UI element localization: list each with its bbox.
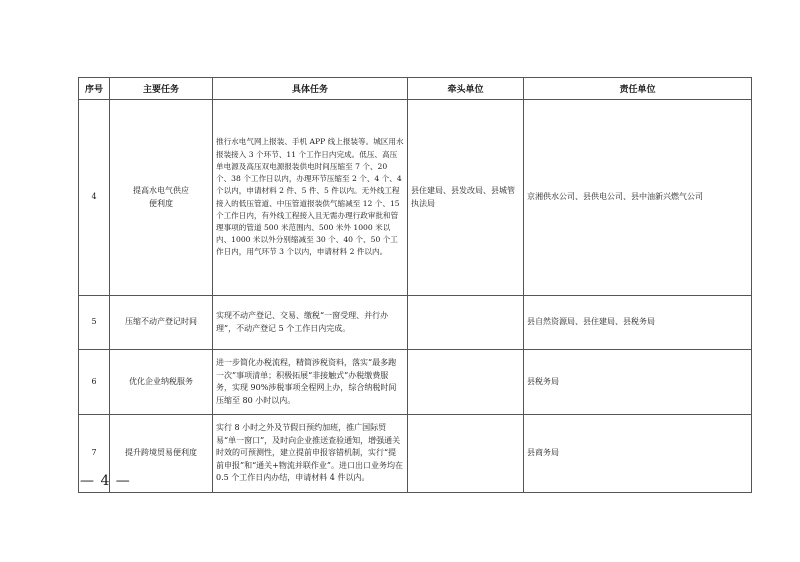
- row-main-task: 优化企业纳税服务: [110, 350, 213, 415]
- row-responsible: 京湘供水公司、县供电公司、县中油新兴燃气公司: [524, 100, 752, 296]
- table-row: [79, 296, 752, 350]
- table-row: [79, 415, 752, 493]
- header-lead: 牵头单位: [408, 78, 524, 100]
- row-lead: [408, 415, 524, 493]
- header-no: 序号: [79, 78, 110, 100]
- table-header-row: [79, 78, 752, 100]
- row-no: 7: [79, 415, 110, 493]
- header-main-task: 主要任务: [110, 78, 213, 100]
- row-main-task: 提高水电气供应便利度: [110, 100, 213, 296]
- table-row: [79, 100, 752, 296]
- row-responsible: 县税务局: [524, 350, 752, 415]
- row-lead: [408, 350, 524, 415]
- header-responsible: 责任单位: [524, 78, 752, 100]
- row-detail: 推行水电气网上报装、手机 APP 线上报装等。城区用水报装接入 3 个环节、11 个工作日内完成。低压、高压单电源及高压双电源报装供电时间压缩至 7 个、20 个、38 个工作日以内，办理环节压缩至 2 个、4 个、4 个以内，申请材料 2 件、5 件、5 件以内。无外线工程接入的低压管道、中压管道报装供气缩减至 12 个、15 个工作日内，有外线工程接入且无需办理行政审批和管理事项的管道 500 米范围内、500 米外 1000 米以内、1000 米以外分别缩减至 30 个、40 个、50 个工作日内，用气环节 3 个以内，申请材料 2 件以内。: [213, 100, 408, 296]
- row-no: 5: [79, 296, 110, 350]
- task-table: [78, 77, 752, 493]
- row-no: 6: [79, 350, 110, 415]
- page-number: — 4 —: [80, 473, 131, 489]
- row-detail: 实现不动产登记、交易、缴税“一窗受理、并行办理”，不动产登记 5 个工作日内完成。: [213, 296, 408, 350]
- row-detail: 实行 8 小时之外及节假日预约加班，推广国际贸易“单一窗口”，及时向企业推送查验通知，增强通关时效的可预测性，建立提前申报容错机制，实行“提前申报”和“通关+物流并联作业”。进口出口业务均在 0.5 个工作日内办结，申请材料 4 件以内。: [213, 415, 408, 493]
- row-responsible: 县商务局: [524, 415, 752, 493]
- row-lead: [408, 296, 524, 350]
- header-detail: 具体任务: [213, 78, 408, 100]
- row-detail: 进一步简化办税流程，精简涉税资料，落实“最多跑一次”事项清单；积极拓展“非接触式”办税缴费服务，实现 90%涉税事项全程网上办，综合纳税时间压缩至 80 小时以内。: [213, 350, 408, 415]
- row-responsible: 县自然资源局、县住建局、县税务局: [524, 296, 752, 350]
- row-lead: 县住建局、县发改局、县城管执法局: [408, 100, 524, 296]
- row-no: 4: [79, 100, 110, 296]
- row-main-task: 压缩不动产登记时间: [110, 296, 213, 350]
- table-row: [79, 350, 752, 415]
- row-main-task: 提升跨境贸易便利度: [110, 415, 213, 493]
